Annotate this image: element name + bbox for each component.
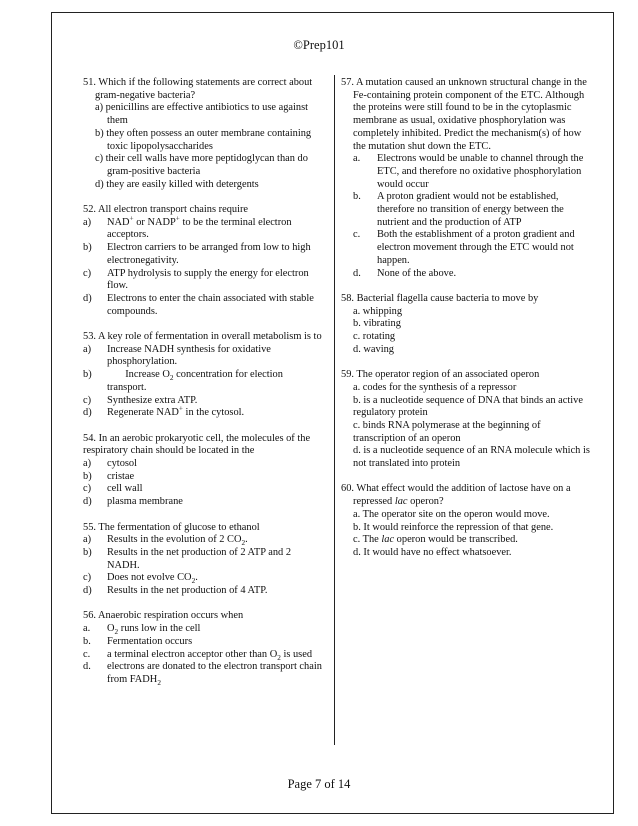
- option-letter: b): [83, 470, 92, 482]
- question-56: [83, 610, 324, 686]
- right-column: [341, 77, 592, 572]
- option-letter: a.: [83, 623, 91, 635]
- option-b: [83, 471, 324, 484]
- option-text: [107, 404, 324, 420]
- option-text-part: .: [195, 572, 198, 584]
- subscript: 2: [277, 653, 281, 662]
- option-text: Electron carriers to be arranged from low to high electronegativity.: [107, 242, 311, 266]
- option-text: [107, 649, 324, 662]
- option-c: [83, 649, 324, 662]
- option-a: [83, 344, 324, 369]
- option-text: A proton gradient would not be established, therefore no transition of energy between the nutrient and the production of ATP: [377, 191, 564, 228]
- option-italic: lac: [381, 534, 395, 546]
- option-c: [341, 229, 592, 267]
- question-51: [83, 77, 324, 191]
- option-text-part: Does not evolve CO: [107, 572, 192, 584]
- question-stem: 55. The fermentation of glucose to ethanol: [83, 521, 260, 533]
- option-b: [83, 547, 324, 572]
- superscript: +: [178, 404, 183, 413]
- subscript: 2: [114, 628, 119, 637]
- option-text: Increase NADH synthesis for oxidative phosphorylation.: [107, 343, 271, 368]
- option-text: [107, 623, 324, 636]
- option-d: [83, 293, 324, 318]
- option-text-part: in the cytosol.: [182, 407, 245, 419]
- question-53: [83, 331, 324, 420]
- option-text: ATP hydrolysis to supply the energy for electron flow.: [107, 267, 309, 292]
- option-text: [107, 214, 324, 242]
- option-text: Electrons to enter the chain associated with stable compounds.: [107, 292, 314, 317]
- stem-text-part: 60. What effect would the addition of lactose have on a repressed: [341, 483, 571, 508]
- option-a: a. codes for the synthesis of a repressor: [353, 381, 517, 393]
- question-60: [341, 483, 592, 559]
- option-d: d) they are easily killed with detergents: [95, 178, 259, 190]
- option-b: b. is a nucleotide sequence of DNA that binds an active regulatory protein: [353, 394, 583, 419]
- option-text-part: Results in the evolution of 2 CO: [107, 534, 242, 546]
- question-stem: 54. In an aerobic prokaryotic cell, the molecules of the respiratory chain should be located in the: [83, 432, 311, 457]
- option-a: [341, 153, 592, 191]
- option-letter: c.: [83, 648, 91, 660]
- option-text-part: electrons are donated to the electron transport chain from FADH: [107, 661, 322, 685]
- stem-text-part: operon?: [407, 496, 444, 508]
- option-text: cytosol: [107, 458, 138, 470]
- option-letter: a): [83, 343, 92, 355]
- option-letter: b.: [83, 635, 91, 647]
- option-d: [83, 496, 324, 509]
- question-54: [83, 433, 324, 509]
- option-text-part: is used: [280, 648, 313, 660]
- option-letter: b.: [353, 191, 361, 203]
- question-stem: 53. A key role of fermentation in overall metabolism is to: [83, 331, 322, 343]
- option-text: Fermentation occurs: [107, 635, 193, 647]
- option-text: Synthesize extra ATP.: [107, 394, 198, 406]
- option-text: [107, 369, 324, 394]
- question-stem: 57. A mutation caused an unknown structural change in the Fe-containing protein component of the ETC. Although the proteins were still found to be in the cytoplasmic membrane as usual, oxidative phosphorylation was completely inhibited. Predict the mechanism(s) of how the mutation shut down the ETC.: [341, 77, 587, 152]
- option-letter: c): [83, 572, 92, 584]
- option-letter: b): [83, 369, 92, 381]
- option-letter: d): [83, 292, 92, 304]
- option-b: b) they often possess an outer membrane containing toxic lipopolysaccharides: [95, 127, 312, 152]
- option-letter: a): [83, 534, 92, 546]
- left-column: [83, 77, 324, 699]
- page-footer: Page 7 of 14: [287, 777, 351, 791]
- question-stem: 58. Bacterial flagella cause bacteria to move by: [341, 292, 539, 304]
- superscript: +: [175, 214, 180, 223]
- option-text-part: concentration for election transport.: [107, 369, 286, 393]
- option-a: [83, 534, 324, 547]
- option-text-part: c. The: [353, 534, 382, 546]
- question-stem: 56. Anaerobic respiration occurs when: [83, 610, 244, 622]
- question-57: [341, 77, 592, 280]
- question-stem: 52. All electron transport chains require: [83, 204, 249, 216]
- question-stem: 59. The operator region of an associated operon: [341, 369, 540, 381]
- option-letter: d): [83, 585, 92, 597]
- option-text-part: or NADP: [133, 216, 176, 228]
- option-letter: c): [83, 267, 92, 279]
- page-header: ©Prep101: [293, 38, 345, 52]
- option-c: [83, 268, 324, 293]
- option-text-part: NAD: [107, 216, 130, 228]
- option-c: [83, 572, 324, 585]
- option-c: [341, 534, 592, 547]
- option-text-part: operon would be transcribed.: [394, 534, 518, 546]
- option-text: Both the establishment of a proton gradient and electron movement through the ETC would not happen.: [377, 229, 575, 266]
- option-letter: b): [83, 546, 92, 558]
- option-b: [83, 242, 324, 267]
- option-text: [107, 661, 324, 686]
- option-text: plasma membrane: [107, 496, 183, 508]
- option-letter: a.: [353, 153, 361, 165]
- option-letter: d.: [353, 267, 361, 279]
- option-a: a. whipping: [353, 305, 403, 317]
- option-text: Results in the net production of 4 ATP.: [107, 585, 268, 597]
- option-letter: c): [83, 483, 92, 495]
- option-b: [83, 369, 324, 394]
- question-stem: [341, 483, 592, 508]
- option-c: c. rotating: [353, 331, 396, 343]
- option-text-part: to be the terminal electron acceptors.: [107, 216, 292, 241]
- option-c: [83, 483, 324, 496]
- option-c: c) their cell walls have more peptidoglycan than do gram-positive bacteria: [95, 153, 308, 177]
- option-a: a. The operator site on the operon would move.: [353, 508, 550, 520]
- column-divider: [334, 75, 335, 745]
- option-c: [83, 395, 324, 408]
- option-text-part: Regenerate NAD: [107, 407, 179, 419]
- option-b: [341, 191, 592, 229]
- option-a: [83, 458, 324, 471]
- stem-italic: lac: [394, 496, 408, 508]
- option-letter: d): [83, 496, 92, 508]
- subscript: 2: [157, 679, 161, 688]
- subscript: 2: [241, 539, 246, 548]
- option-text: cell wall: [107, 483, 143, 495]
- question-59: [341, 369, 592, 471]
- question-58: [341, 293, 592, 357]
- subscript: 2: [169, 374, 174, 383]
- question-55: [83, 522, 324, 598]
- option-letter: d.: [83, 661, 91, 673]
- option-letter: a): [83, 216, 92, 228]
- option-text: [107, 572, 324, 585]
- option-text-part: .: [245, 534, 248, 546]
- option-text-part: Increase O: [107, 369, 170, 381]
- question-52: [83, 204, 324, 318]
- option-text-part: O: [107, 623, 115, 635]
- option-a: [83, 214, 324, 242]
- option-c: c. binds RNA polymerase at the beginning of transcription of an operon: [353, 419, 541, 444]
- option-letter: b): [83, 242, 92, 254]
- option-letter: c.: [353, 229, 361, 241]
- option-letter: d): [83, 407, 92, 419]
- option-text: Electrons would be unable to channel through the ETC, and therefore no oxidative phosphorylation would occur: [377, 153, 584, 190]
- question-stem: 51. Which if the following statements are correct about gram-negative bacteria?: [83, 77, 313, 101]
- subscript: 2: [191, 577, 196, 586]
- option-d: [83, 404, 324, 420]
- option-d: d. is a nucleotide sequence of an RNA molecule which is not translated into protein: [353, 445, 590, 470]
- option-a: a) penicillins are effective antibiotics to use against them: [95, 102, 309, 127]
- option-b: b. It would reinforce the repression of that gene.: [353, 521, 554, 533]
- option-b: [83, 636, 324, 649]
- option-text: None of the above.: [377, 267, 457, 279]
- option-text-part: a terminal electron acceptor other than O: [107, 648, 278, 660]
- option-d: [83, 585, 324, 598]
- superscript: +: [129, 214, 134, 223]
- option-d: [341, 268, 592, 281]
- option-text: [107, 534, 324, 547]
- option-a: [83, 623, 324, 636]
- option-text-part: runs low in the cell: [118, 623, 201, 635]
- option-d: [83, 661, 324, 686]
- option-text: Results in the net production of 2 ATP and 2 NADH.: [107, 546, 292, 571]
- option-d: d. waving: [353, 343, 394, 355]
- option-letter: c): [83, 394, 92, 406]
- option-b: b. vibrating: [353, 318, 401, 330]
- option-d: d. It would have no effect whatsoever.: [353, 546, 512, 558]
- option-letter: a): [83, 458, 92, 470]
- option-text: cristae: [107, 470, 135, 482]
